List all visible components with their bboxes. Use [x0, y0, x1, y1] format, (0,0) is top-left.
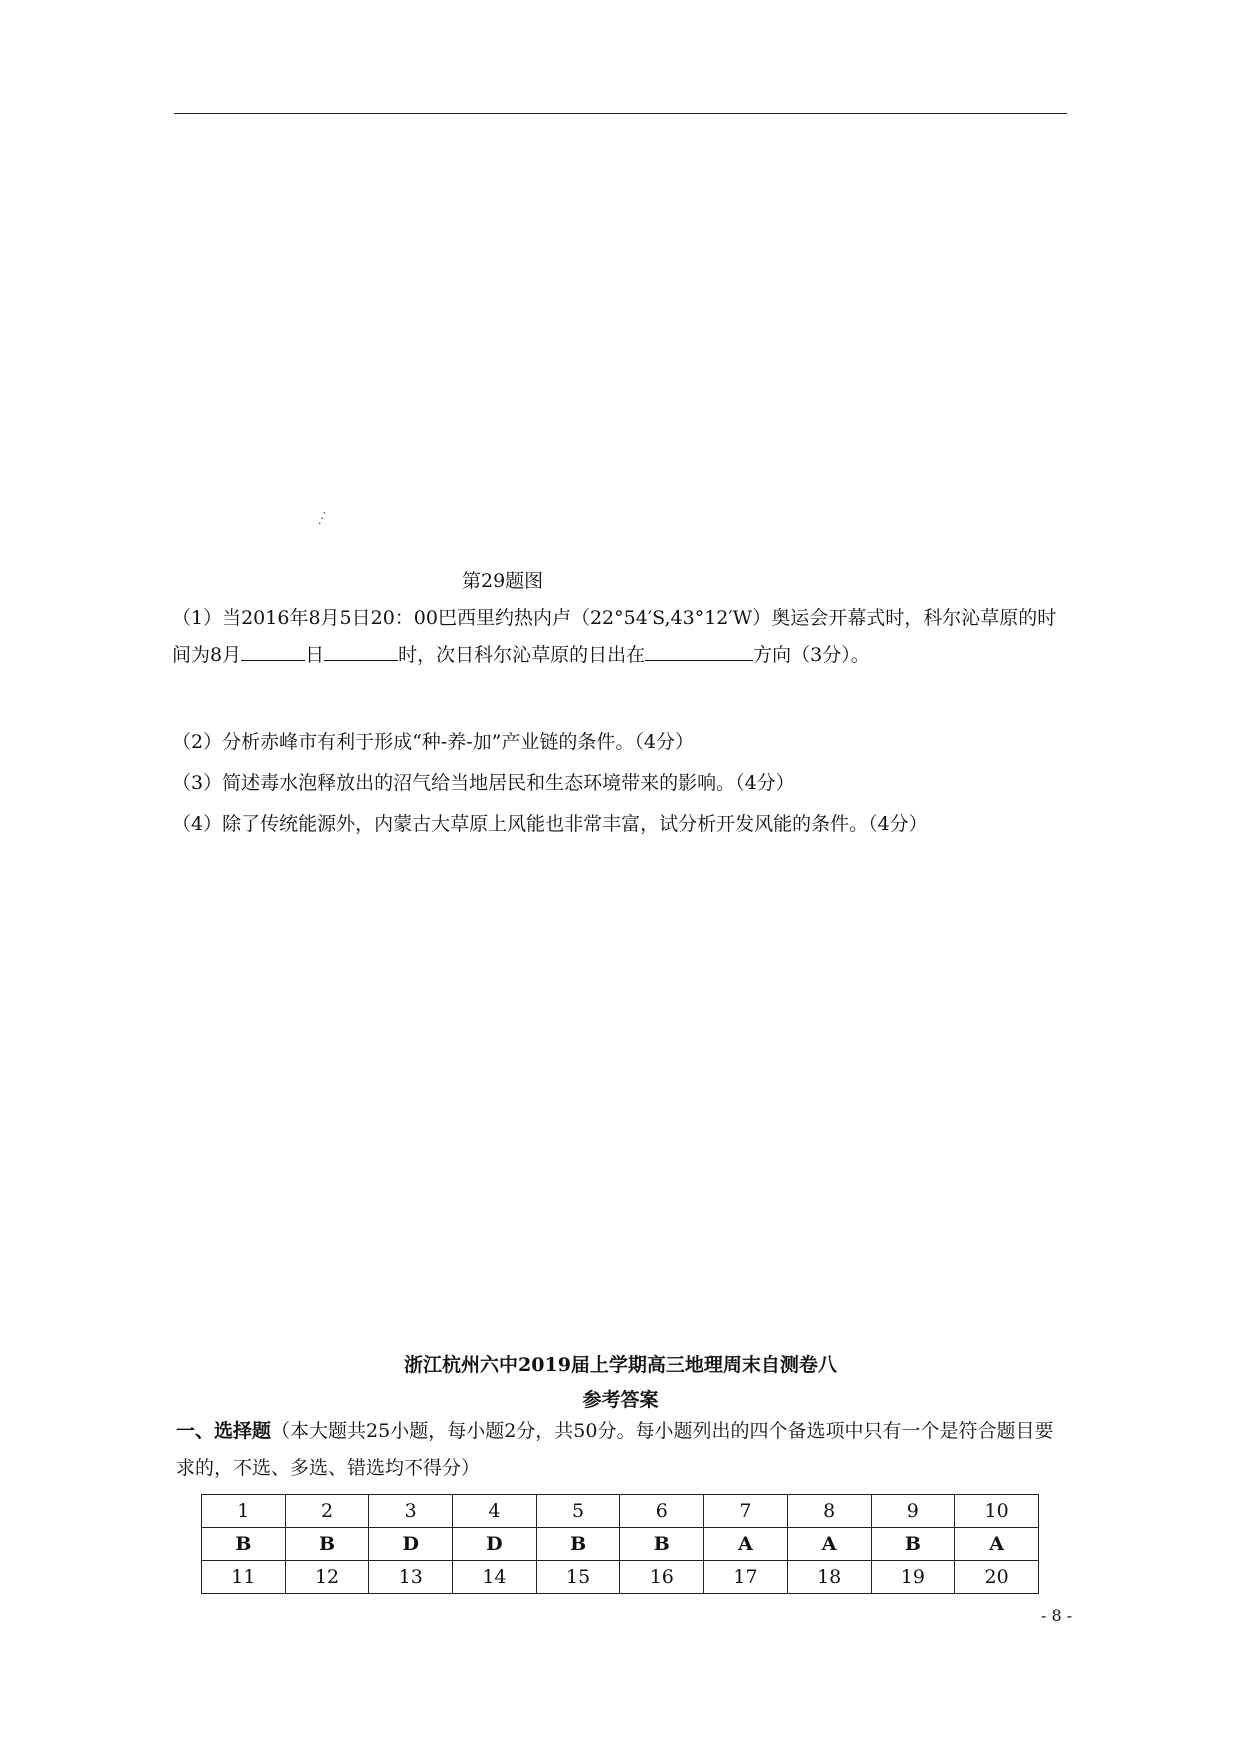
section-1-description: （本大题共25小题，每小题2分，共50分。每小题列出的四个备选项中只有一个是符合题目要求的，不选、多选、错选均不得分）: [176, 1420, 1054, 1479]
answer-table-row-numbers-11-20: [202, 1561, 1039, 1594]
question-1-text-b: 日: [305, 644, 325, 666]
question-4: （4）除了传统能源外，内蒙古大草原上风能也非常丰富，试分析开发风能的条件。（4分）: [172, 813, 928, 835]
table-cell: A: [787, 1528, 871, 1561]
table-cell: 14: [453, 1561, 537, 1594]
table-cell: 17: [704, 1561, 788, 1594]
table-cell: A: [704, 1528, 788, 1561]
table-cell: 13: [369, 1561, 453, 1594]
question-1-text-c: 时，次日科尔沁草原的日出在: [398, 644, 646, 666]
table-cell: 5: [536, 1495, 620, 1528]
question-1: [172, 600, 1072, 674]
section-1-instructions: [176, 1413, 1056, 1487]
table-cell: D: [369, 1528, 453, 1561]
table-cell: 1: [202, 1495, 286, 1528]
table-cell: 15: [536, 1561, 620, 1594]
table-cell: 3: [369, 1495, 453, 1528]
table-cell: 9: [871, 1495, 955, 1528]
table-cell: 11: [202, 1561, 286, 1594]
answer-table-row-numbers-1-10: [202, 1495, 1039, 1528]
table-cell: B: [620, 1528, 704, 1561]
table-cell: B: [871, 1528, 955, 1561]
table-cell: 18: [787, 1561, 871, 1594]
table-cell: 7: [704, 1495, 788, 1528]
figure-remnant-mark: ⋰: [313, 509, 331, 527]
answer-blank-hour: [324, 638, 398, 661]
question-3: （3）简述毒水泡释放出的沼气给当地居民和生态环境带来的影响。（4分）: [172, 772, 795, 794]
table-cell: 16: [620, 1561, 704, 1594]
question-1-text-d: 方向（3分）。: [753, 644, 870, 666]
table-cell: 20: [955, 1561, 1039, 1594]
figure-caption: 第29题图: [462, 570, 544, 592]
header-rule: [174, 113, 1067, 114]
table-cell: B: [536, 1528, 620, 1561]
question-2: （2）分析赤峰市有利于形成“种-养-加”产业链的条件。（4分）: [172, 731, 694, 753]
table-cell: B: [285, 1528, 369, 1561]
answer-table: [201, 1494, 1039, 1594]
answer-key-subtitle: 参考答案: [582, 1389, 659, 1411]
table-cell: 10: [955, 1495, 1039, 1528]
question-1-text-a: （1）当2016年8月5日20：00巴西里约热内卢（22°54′S,43°12′W）奥运会开幕式时，科尔沁草原的时间为8月: [172, 607, 1057, 666]
table-cell: B: [202, 1528, 286, 1561]
answer-blank-direction: [645, 638, 753, 661]
answer-table-row-answers-1-10: [202, 1528, 1039, 1561]
table-cell: 2: [285, 1495, 369, 1528]
section-1-heading: 一、选择题: [176, 1420, 272, 1442]
table-cell: 12: [285, 1561, 369, 1594]
page-number: - 8 -: [1041, 1606, 1073, 1625]
table-cell: 6: [620, 1495, 704, 1528]
answer-key-title: 浙江杭州六中2019届上学期高三地理周末自测卷八: [404, 1354, 837, 1376]
table-cell: A: [955, 1528, 1039, 1561]
table-cell: 4: [453, 1495, 537, 1528]
answer-blank-day: [241, 638, 305, 661]
table-cell: 19: [871, 1561, 955, 1594]
table-cell: 8: [787, 1495, 871, 1528]
table-cell: D: [453, 1528, 537, 1561]
